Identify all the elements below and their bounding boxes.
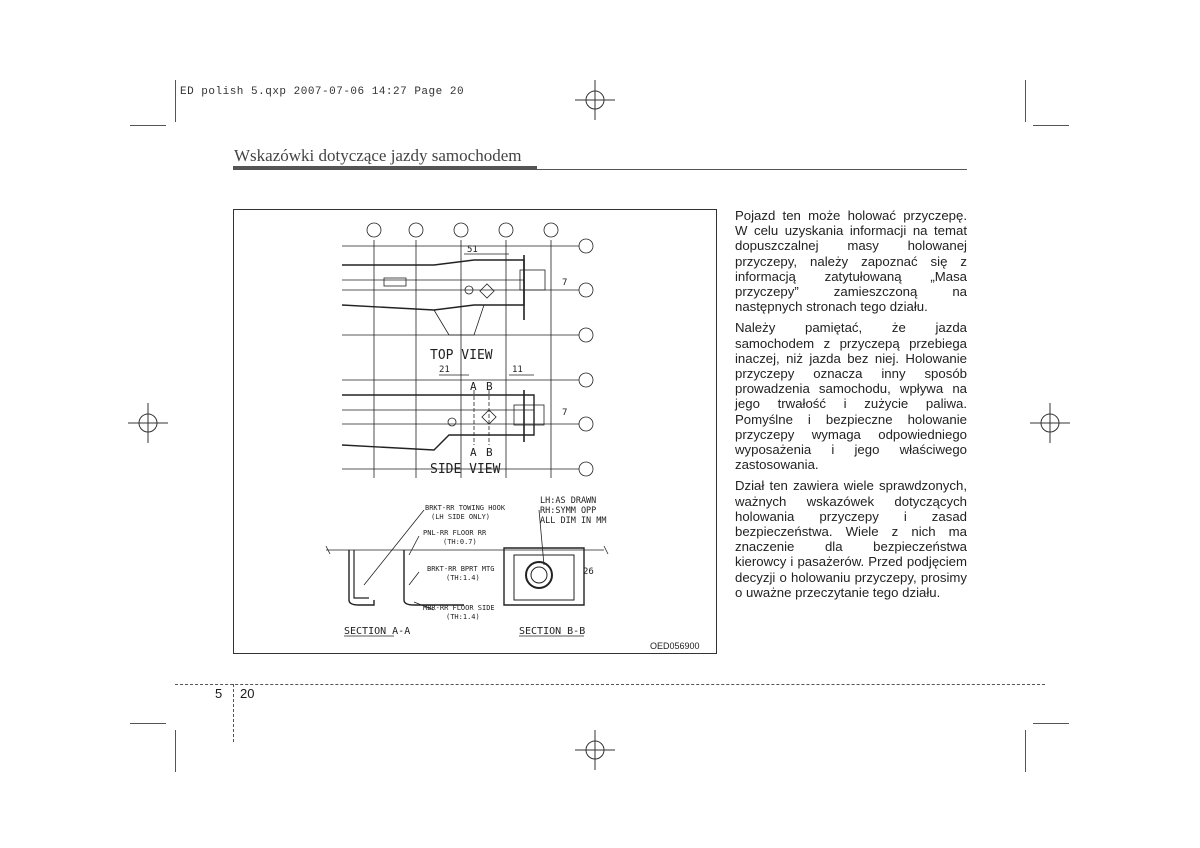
callout-floor-panel: PNL-RR FLOOR RR xyxy=(423,529,487,537)
label-b-top: B xyxy=(486,380,493,393)
dim-26: 26 xyxy=(583,567,594,577)
footer-divider xyxy=(175,684,1045,685)
crop-mark xyxy=(1025,80,1026,122)
callout-floor-side: MBR-RR FLOOR SIDE xyxy=(423,604,495,612)
dim-51: 51 xyxy=(467,245,478,255)
crop-mark xyxy=(175,730,176,772)
label-section-bb: SECTION B-B xyxy=(519,626,586,637)
dim-7-top: 7 xyxy=(562,278,568,288)
callout-floor-panel-th: (TH:0.7) xyxy=(443,538,477,546)
header-rule-thin xyxy=(537,169,967,170)
callout-towing-hook: BRKT-RR TOWING HOOK xyxy=(425,504,506,512)
technical-drawing-figure xyxy=(233,209,717,654)
registration-mark-left xyxy=(128,403,168,443)
label-side-view: SIDE VIEW xyxy=(430,462,501,477)
technical-drawing xyxy=(234,210,716,653)
page-number: 20 xyxy=(240,686,255,701)
dim-7-side: 7 xyxy=(562,408,568,418)
registration-mark-top xyxy=(575,80,615,120)
paragraph: Dział ten zawiera wiele sprawdzonych, ważnych wskazówek dotyczących holowania przyczepy i zasad bezpieczeństwa. Wiele z nich ma znaczenie dla bezpieczeństwa kierowcy i pasażerów. Przed podjęciem decyzji o holowaniu przyczepy, prosimy o uważne przeczytanie tego działu. xyxy=(735,478,967,600)
crop-mark xyxy=(1025,730,1026,772)
label-top-view: TOP VIEW xyxy=(430,348,493,363)
label-a-top: A xyxy=(470,380,477,393)
crop-mark xyxy=(1033,125,1069,126)
figure-code: OED056900 xyxy=(650,641,700,651)
crop-mark xyxy=(1033,723,1069,724)
footer-separator xyxy=(233,684,234,742)
dim-11: 11 xyxy=(512,365,523,375)
callout-bumper-bracket: BRKT-RR BPRT MTG xyxy=(427,565,495,573)
note-dim: ALL DIM IN MM xyxy=(540,516,607,526)
header-rule xyxy=(233,166,537,170)
note-rh: RH:SYMM OPP xyxy=(540,506,597,516)
chapter-number: 5 xyxy=(215,686,223,701)
callout-floor-side-th: (TH:1.4) xyxy=(446,613,480,621)
label-a-bottom: A xyxy=(470,446,477,459)
crop-mark xyxy=(130,125,166,126)
label-b-bottom: B xyxy=(486,446,493,459)
crop-mark xyxy=(130,723,166,724)
label-section-aa: SECTION A-A xyxy=(344,626,411,637)
print-slug: ED polish 5.qxp 2007-07-06 14:27 Page 20 xyxy=(180,86,465,98)
registration-mark-right xyxy=(1030,403,1070,443)
callout-bumper-bracket-th: (TH:1.4) xyxy=(446,574,480,582)
note-lh: LH:AS DRAWN xyxy=(540,496,597,506)
crop-mark xyxy=(175,80,176,122)
section-header-title: Wskazówki dotyczące jazdy samochodem xyxy=(234,146,522,165)
callout-towing-hook-note: (LH SIDE ONLY) xyxy=(431,513,491,521)
dim-21: 21 xyxy=(439,365,450,375)
paragraph: Pojazd ten może holować przyczepę. W celu uzyskania informacji na temat dopuszczalnej masy holowanej przyczepy, należy zapoznać się z informacją zatytułowaną „Masa przyczepy” zamieszczoną na następnych stronach tego działu. xyxy=(735,208,967,315)
paragraph: Należy pamiętać, że jazda samochodem z przyczepą przebiega inaczej, niż jazda bez niej. Holowanie przyczepy oznacza inny sposób prowadzenia samochodu, wpływa na jego trwałość i zużycie paliwa. Pomyślne i bezpieczne holowanie przyczepy wymaga odpowiedniego wyposażenia i jego właściwego zastosowania. xyxy=(735,320,967,473)
registration-mark-bottom xyxy=(575,730,615,770)
body-text xyxy=(735,208,967,606)
